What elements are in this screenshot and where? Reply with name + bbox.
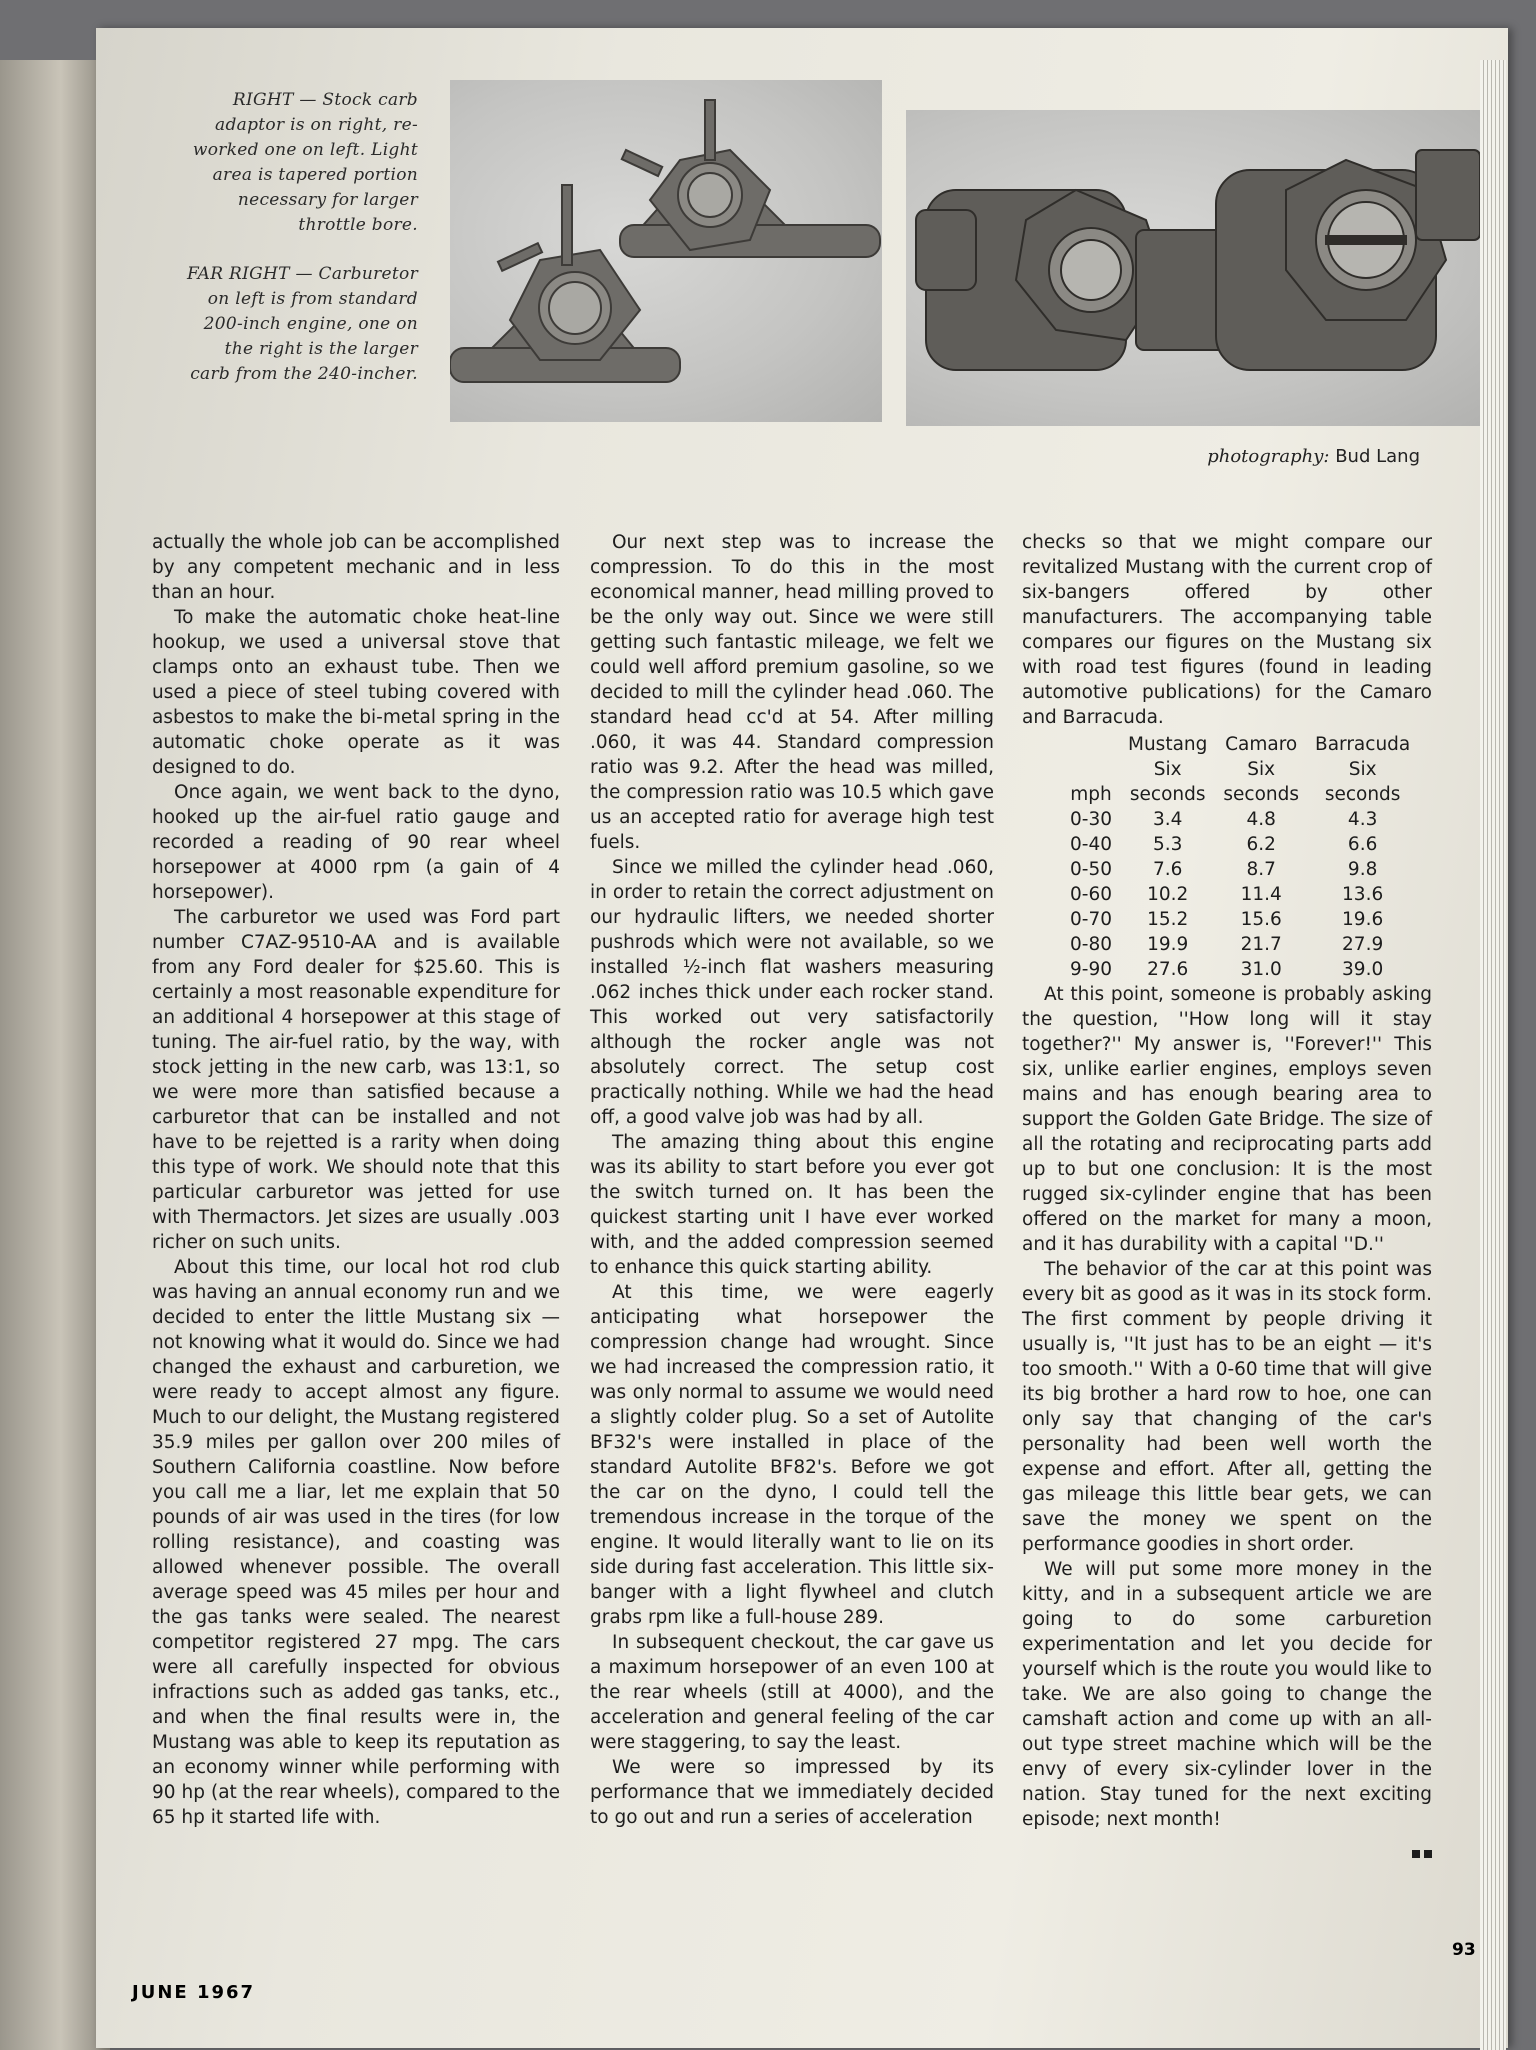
table-cell: 0-40 [1070, 834, 1112, 855]
table-header [1062, 757, 1120, 782]
table-cell: 9.8 [1347, 859, 1378, 880]
photo-carburetors [906, 110, 1480, 426]
caption-far-right: FAR RIGHT — Carburetor on left is from standard 200-inch engine, one on the right is the larger carb from the 240-incher. [187, 264, 418, 384]
table-cell: 21.7 [1240, 934, 1282, 955]
page-number: 93 [1452, 1940, 1476, 1960]
table-cell: 19.6 [1342, 909, 1384, 930]
photo-credit [1140, 446, 1420, 467]
article-column-3 [1022, 530, 1432, 1865]
table-cell: 31.0 [1240, 959, 1282, 980]
paragraph: To make the automatic choke heat-line hookup, we used a universal stove that clamps onto an exhaust tube. Then we used a piece of steel tubing covered with asbestos to make the bi-metal spring in the automatic choke operate as it was designed to do. [152, 607, 560, 778]
table-cell: 0-60 [1070, 884, 1112, 905]
table-header: seconds [1129, 784, 1206, 805]
table-cell: 19.9 [1147, 934, 1189, 955]
photo-credit-label: photography: [1207, 446, 1330, 467]
table-row [1062, 882, 1418, 907]
paragraph: Once again, we went back to the dyno, hooked up the air-fuel ratio gauge and recorded a reading of 90 rear wheel horsepower at 4000 rpm (a gain of 4 horsepower). [152, 782, 560, 903]
table-cell: 39.0 [1342, 959, 1384, 980]
table-cell: 15.2 [1147, 909, 1189, 930]
paragraph: About this time, our local hot rod club was having an annual economy run and we decided to enter the little Mustang six — not knowing what it would do. Since we had changed the exhaust and carburetion, we were ready to accept almost any figure. Much to our delight, the Mustang registered 35.9 miles per gallon over 200 miles of Southern California coastline. Now before you call me a liar, let me explain that 50 pounds of air was used in the tires (for low rolling resistance), and coasting was allowed whenever possible. The overall average speed was 45 miles per hour and the gas tanks were sealed. The nearest competitor registered 27 mpg. The cars were all carefully inspected for obvious infractions such as added gas tanks, etc., and when the final results were in, the Mustang was able to keep its reputation as an economy winner while performing with 90 hp (at the rear wheels), compared to the 65 hp it started life with. [152, 1257, 560, 1828]
table-cell: 4.3 [1347, 809, 1378, 830]
table-cell: 0-80 [1070, 934, 1112, 955]
paragraph: actually the whole job can be accomplished by any competent mechanic and in less than an hour. [152, 532, 560, 603]
table-header: Mustang [1128, 734, 1208, 755]
paragraph: Since we milled the cylinder head .060, in order to retain the correct adjustment on our hydraulic lifters, we needed shorter pushrods which were not available, so we installed ½-inch flat washers measuring .062 inches thick under each rocker stand. This worked out very satisfactorily although the rocker angle was not absolutely correct. The setup cost practically nothing. While we had the head off, a good valve job was had by all. [590, 857, 994, 1128]
table-cell: 0-30 [1070, 809, 1112, 830]
table-header: mph [1070, 784, 1112, 805]
table-cell: 0-50 [1070, 859, 1112, 880]
table-row [1062, 857, 1418, 882]
table-cell: 27.9 [1342, 934, 1384, 955]
table-cell: 10.2 [1147, 884, 1189, 905]
table-header: seconds [1324, 784, 1401, 805]
table-cell: 6.2 [1246, 834, 1276, 855]
article-column-2 [590, 530, 994, 1830]
table-cell: 9-90 [1070, 959, 1112, 980]
table-header: Six [1153, 759, 1182, 780]
page-stack-edge [1480, 60, 1506, 2050]
table-cell: 7.6 [1152, 859, 1183, 880]
acceleration-table [1062, 732, 1418, 982]
paragraph: In subsequent checkout, the car gave us a maximum horsepower of an even 100 at the rear wheels (still at 4000), and the acceleration and general feeling of the car were staggering, to say the least. [590, 1632, 994, 1753]
table-cell: 15.6 [1240, 909, 1282, 930]
table-row [1062, 832, 1418, 857]
table-header: Six [1247, 759, 1276, 780]
paragraph: The behavior of the car at this point was every bit as good as it was in its stock form. The first comment by people driving it usually is, ''It just has to be an eight — it's too smooth.'' With a 0-60 time that will give its big brother a hard row to hoe, one can only say that changing of the car's personality had been well worth the expense and effort. After all, getting the gas mileage this little bear gets, we can save the money we spent on the performance goodies in short order. [1022, 1259, 1432, 1555]
end-of-article-mark [1408, 1840, 1432, 1865]
paragraph: We will put some more money in the kitty, and in a subsequent article we are going to do some carburetion experimentation and let you decide for yourself which is the route you would like to take. We are also going to change the camshaft action and come up with an all-out type street machine which will be the envy of every six-cylinder lover in the nation. Stay tuned for the next exciting episode; next month! [1022, 1559, 1432, 1830]
article-column-1 [152, 530, 560, 1830]
paragraph: checks so that we might compare our revitalized Mustang with the current crop of six-bangers offered by other manufacturers. The accompanying table compares our figures on the Mustang six with road test figures (found in leading automotive publications) for the Camaro and Barracuda. [1022, 532, 1432, 728]
table-header: Six [1348, 759, 1377, 780]
table-cell: 5.3 [1152, 834, 1183, 855]
paragraph: We were so impressed by its performance that we immediately decided to go out and run a series of acceleration [590, 1757, 994, 1828]
table-header [1062, 732, 1120, 757]
paragraph: The amazing thing about this engine was its ability to start before you ever got the switch turned on. It has been the quickest starting unit I have ever worked with, and the added compression seemed to enhance this quick starting ability. [590, 1132, 994, 1278]
paragraph: At this point, someone is probably asking the question, ''How long will it stay together?'' My answer is, ''Forever!'' This six, unlike earlier engines, employs seven mains and has enough bearing area to support the Golden Gate Bridge. The size of all the rotating and reciprocating parts add up to but one conclusion: It is the most rugged six-cylinder engine that has been offered on the market for many a moon, and it has durability with a capital ''D.'' [1022, 984, 1432, 1255]
table-cell: 13.6 [1342, 884, 1384, 905]
table-cell: 8.7 [1246, 859, 1276, 880]
table-header: Camaro [1225, 734, 1298, 755]
issue-date: JUNE 1967 [132, 1982, 256, 2003]
photo-credit-name: Bud Lang [1335, 446, 1420, 467]
photo-carb-adaptors [450, 80, 882, 422]
table-row [1062, 907, 1418, 932]
table-cell: 0-70 [1070, 909, 1112, 930]
table-cell: 11.4 [1240, 884, 1282, 905]
table-header: Barracuda [1315, 734, 1411, 755]
table-row [1062, 932, 1418, 957]
table-cell: 3.4 [1152, 809, 1183, 830]
table-cell: 4.8 [1246, 809, 1276, 830]
table-header: seconds [1223, 784, 1300, 805]
table-row [1062, 807, 1418, 832]
paragraph: The carburetor we used was Ford part number C7AZ-9510-AA and is available from any Ford dealer for $25.60. This is certainly a most reasonable expenditure for an additional 4 horsepower at this stage of tuning. The air-fuel ratio, by the way, with stock jetting in the new carb, was 13:1, so we were more than satisfied because a carburetor that can be installed and not have to be rejetted is a rarity when doing this type of work. We should note that this particular carburetor was jetted for use with Thermactors. Jet sizes are usually .003 richer on such units. [152, 907, 560, 1253]
table-cell: 6.6 [1347, 834, 1378, 855]
table-row [1062, 957, 1418, 982]
table-cell: 27.6 [1147, 959, 1189, 980]
paragraph: Our next step was to increase the compression. To do this in the most economical manner, head milling proved to be the only way out. Since we were still getting such fantastic mileage, we felt we could well afford premium gasoline, so we decided to mill the cylinder head .060. The standard head cc'd at 54. After milling .060, it was 44. Standard compression ratio was 9.2. After the head was milled, the compression ratio was 10.5 which gave us an accepted ratio for average high test fuels. [590, 532, 994, 853]
caption-right: RIGHT — Stock carb adaptor is on right, re- worked one on left. Light area is tapered portion necessary for larger throttle bore. [192, 90, 418, 235]
paragraph: At this time, we were eagerly anticipating what horsepower the compression change had wrought. Since we had increased the compression ratio, it was only normal to assume we would need a slightly colder plug. So a set of Autolite BF32's were installed in place of the standard Autolite BF82's. Before we got the car on the dyno, I could tell the tremendous increase in the torque of the engine. It would literally want to lie on its side during fast acceleration. This little six-banger with a light flywheel and clutch grabs rpm like a full-house 289. [590, 1282, 994, 1628]
facing-page-edge [0, 60, 110, 2050]
